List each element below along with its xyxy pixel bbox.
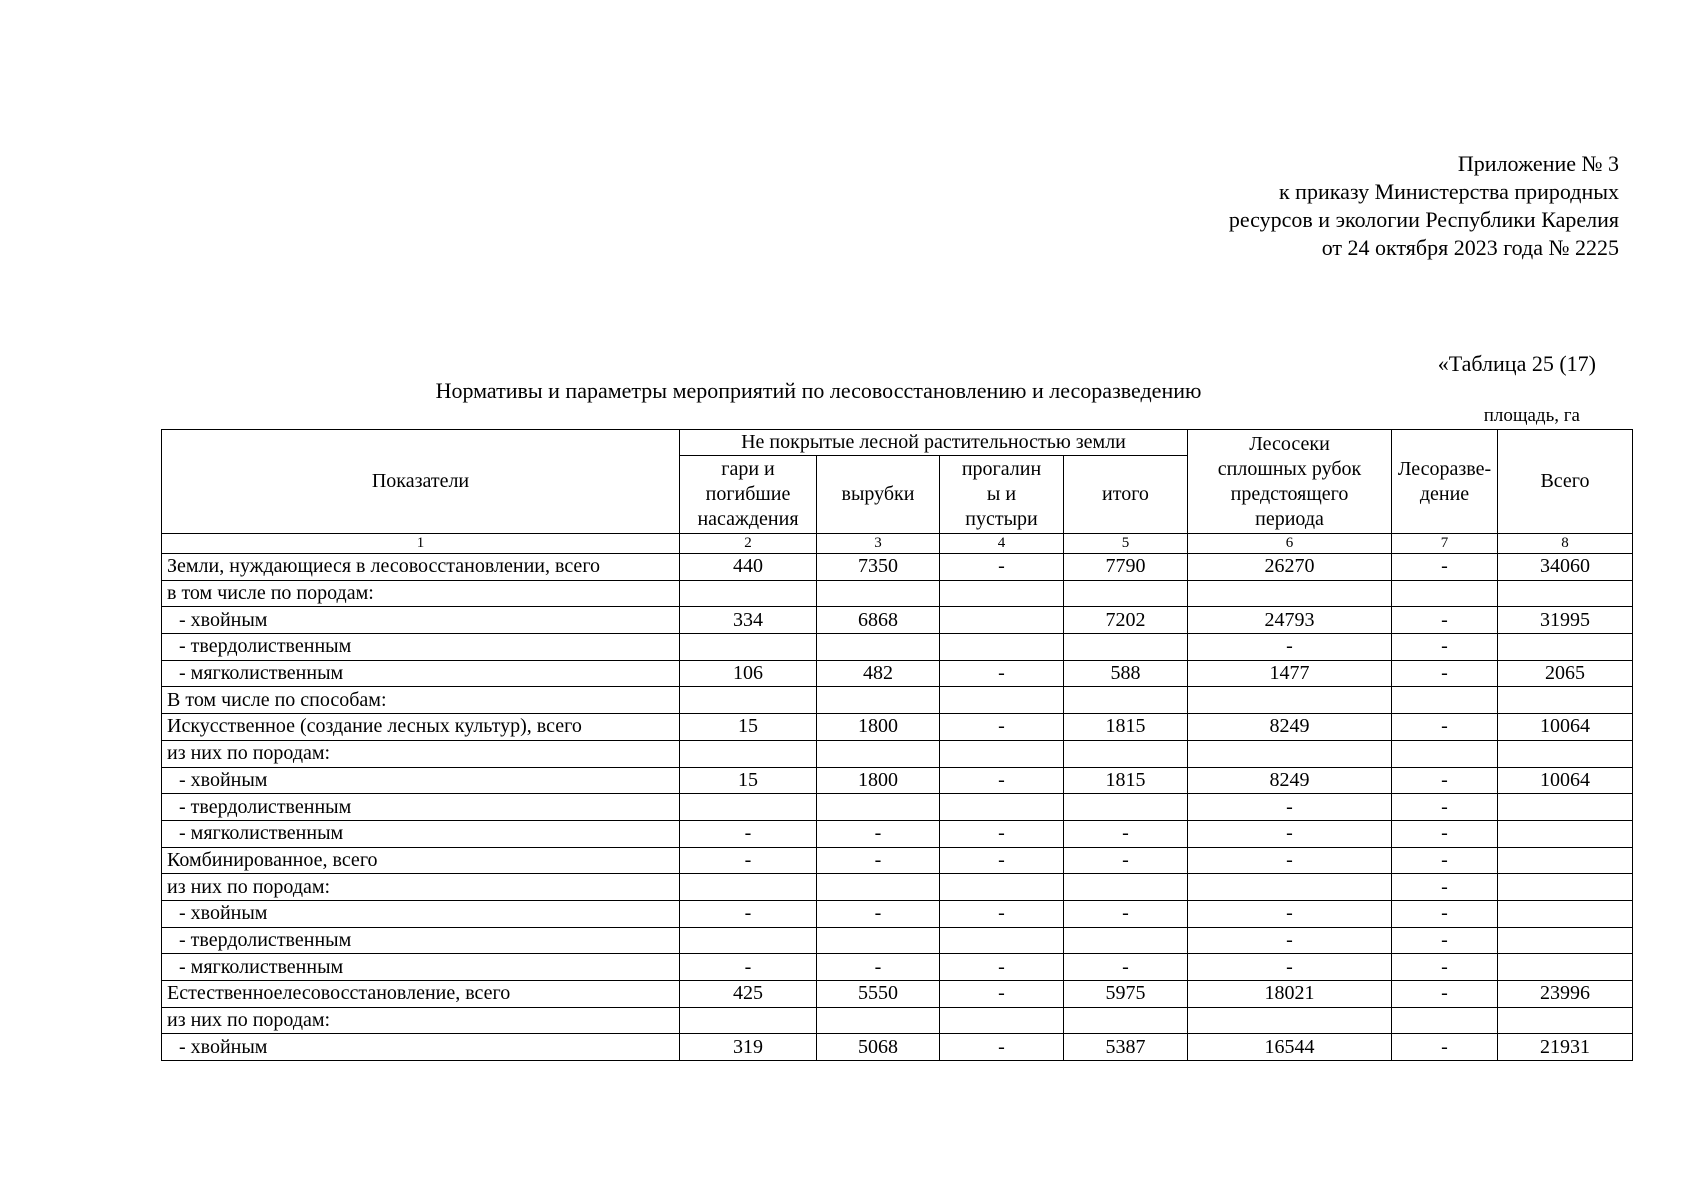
row-value: - (940, 767, 1064, 794)
table-row (162, 954, 1633, 981)
table-row (162, 607, 1633, 634)
row-value (1498, 794, 1633, 821)
row-value: - (680, 900, 817, 927)
row-value: 5975 (1064, 981, 1188, 1008)
row-value: - (1392, 660, 1498, 687)
table-row (162, 927, 1633, 954)
appendix-line: Приложение № 3 (1457, 151, 1619, 176)
row-value: - (940, 1034, 1064, 1061)
row-value: 1815 (1064, 767, 1188, 794)
row-value: 15 (680, 767, 817, 794)
row-label: - хвойным (162, 1034, 680, 1061)
row-value: - (1188, 847, 1392, 874)
header-text-line: пустыри (965, 508, 1038, 530)
row-value: 8249 (1188, 714, 1392, 741)
table-row (162, 660, 1633, 687)
row-value (1064, 634, 1188, 661)
row-value: 425 (680, 981, 817, 1008)
row-value (1498, 580, 1633, 607)
table-row (162, 634, 1633, 661)
row-value: - (1064, 954, 1188, 981)
row-value: - (1188, 794, 1392, 821)
header-text-line: прогалин (961, 458, 1042, 480)
row-label: из них по породам: (162, 740, 680, 767)
appendix-line: к приказу Министерства природных (1278, 179, 1619, 204)
row-value (1064, 794, 1188, 821)
row-value: 1800 (817, 767, 940, 794)
row-value: - (1392, 554, 1498, 581)
row-label: Земли, нуждающиеся в лесовосстановлении, всего (162, 554, 680, 581)
row-value: - (940, 554, 1064, 581)
appendix-line: ресурсов и экологии Республики Карелия (1228, 207, 1619, 232)
row-value (817, 1007, 940, 1034)
row-value (1392, 740, 1498, 767)
header-burned (680, 456, 817, 534)
row-value (1392, 1007, 1498, 1034)
row-value (817, 580, 940, 607)
table-row (162, 687, 1633, 714)
table-row (162, 820, 1633, 847)
table-row (162, 1007, 1633, 1034)
row-value: - (1392, 900, 1498, 927)
row-label: в том числе по породам: (162, 580, 680, 607)
row-value: 5068 (817, 1034, 940, 1061)
row-value: - (1392, 767, 1498, 794)
row-value: 10064 (1498, 714, 1633, 741)
row-value (817, 740, 940, 767)
row-value (680, 634, 817, 661)
row-value: 7350 (817, 554, 940, 581)
header-text-line: насаждения (697, 508, 799, 530)
row-value: 1477 (1188, 660, 1392, 687)
row-value (680, 1007, 817, 1034)
row-value: - (940, 954, 1064, 981)
row-value: - (1392, 847, 1498, 874)
row-value (1498, 1007, 1633, 1034)
row-value: - (940, 820, 1064, 847)
row-value: - (680, 954, 817, 981)
row-value (680, 687, 817, 714)
row-label: - мягколиственным (162, 954, 680, 981)
header-subtotal: итого (1064, 456, 1188, 534)
table-row (162, 1034, 1633, 1061)
row-value: 18021 (1188, 981, 1392, 1008)
row-value (817, 927, 940, 954)
row-value: - (817, 820, 940, 847)
header-afforestation (1392, 430, 1498, 534)
appendix-line: от 24 октября 2023 года № 2225 (1321, 235, 1619, 260)
header-cutting-areas (1188, 430, 1392, 534)
row-value (1498, 820, 1633, 847)
row-value: 26270 (1188, 554, 1392, 581)
column-number: 6 (1188, 534, 1392, 554)
row-value (940, 634, 1064, 661)
row-value (1498, 740, 1633, 767)
row-value (680, 927, 817, 954)
row-value: - (680, 847, 817, 874)
row-value (1188, 687, 1392, 714)
row-value: - (1392, 874, 1498, 901)
header-text-line: предстоящего (1230, 482, 1349, 505)
row-value: - (1188, 954, 1392, 981)
row-label: - мягколиственным (162, 660, 680, 687)
row-value (1064, 580, 1188, 607)
row-value: - (1392, 794, 1498, 821)
table-row (162, 874, 1633, 901)
column-number: 3 (817, 534, 940, 554)
row-value (680, 874, 817, 901)
row-value: 5550 (817, 981, 940, 1008)
row-value: 5387 (1064, 1034, 1188, 1061)
row-value: - (680, 820, 817, 847)
row-value: - (817, 900, 940, 927)
table-row (162, 740, 1633, 767)
row-value: 7202 (1064, 607, 1188, 634)
row-value (817, 874, 940, 901)
appendix-block (1229, 150, 1619, 262)
row-value: 588 (1064, 660, 1188, 687)
row-value: 21931 (1498, 1034, 1633, 1061)
row-value: 8249 (1188, 767, 1392, 794)
row-value: - (1188, 634, 1392, 661)
row-value: - (1392, 607, 1498, 634)
row-value (1498, 954, 1633, 981)
row-value (1498, 927, 1633, 954)
header-glades (940, 456, 1064, 534)
row-label: из них по породам: (162, 1007, 680, 1034)
row-label: Искусственное (создание лесных культур), всего (162, 714, 680, 741)
row-value: - (1392, 927, 1498, 954)
header-text-line: дение (1419, 482, 1470, 505)
table-number: «Таблица 25 (17) (1437, 351, 1596, 376)
document-title: Нормативы и параметры мероприятий по лесовосстановлению и лесоразведению (435, 378, 1202, 403)
row-value: - (940, 981, 1064, 1008)
row-value: 15 (680, 714, 817, 741)
row-label: - хвойным (162, 607, 680, 634)
row-value (940, 874, 1064, 901)
row-value (1064, 1007, 1188, 1034)
row-value (940, 687, 1064, 714)
row-value: - (1392, 981, 1498, 1008)
row-label: - мягколиственным (162, 820, 680, 847)
row-value (817, 634, 940, 661)
row-value (1392, 580, 1498, 607)
row-label: - хвойным (162, 900, 680, 927)
row-value: 334 (680, 607, 817, 634)
column-number: 5 (1064, 534, 1188, 554)
header-text-line: периода (1255, 507, 1324, 530)
row-value (680, 794, 817, 821)
column-number-row (162, 534, 1633, 554)
column-number: 1 (162, 534, 680, 554)
header-text-line: погибшие (705, 483, 791, 505)
row-value: - (1064, 847, 1188, 874)
table-row (162, 900, 1633, 927)
table-row (162, 847, 1633, 874)
row-value: - (1392, 954, 1498, 981)
row-value: 16544 (1188, 1034, 1392, 1061)
column-number: 8 (1498, 534, 1633, 554)
header-text-line: сплошных рубок (1217, 457, 1362, 480)
row-value (1498, 900, 1633, 927)
row-value (1498, 687, 1633, 714)
units-label: площадь, га (1483, 405, 1580, 426)
row-value: - (1392, 714, 1498, 741)
row-value: 106 (680, 660, 817, 687)
row-label: Комбинированное, всего (162, 847, 680, 874)
row-value: - (1064, 820, 1188, 847)
row-value: 24793 (1188, 607, 1392, 634)
row-value: - (817, 954, 940, 981)
header-clearings: вырубки (817, 456, 940, 534)
header-indicator: Показатели (162, 430, 680, 534)
row-value (1064, 874, 1188, 901)
row-value (1064, 687, 1188, 714)
row-value (1188, 580, 1392, 607)
row-value (1188, 1007, 1392, 1034)
row-value: - (940, 847, 1064, 874)
row-value: 31995 (1498, 607, 1633, 634)
table-row (162, 580, 1633, 607)
row-value (1392, 687, 1498, 714)
header-text-line: Лесоразве- (1397, 457, 1492, 480)
row-label: Естественноелесовосстановление, всего (162, 981, 680, 1008)
row-value: 319 (680, 1034, 817, 1061)
row-value: - (940, 900, 1064, 927)
row-value: 440 (680, 554, 817, 581)
row-value (1064, 740, 1188, 767)
row-label: из них по породам: (162, 874, 680, 901)
row-value (940, 740, 1064, 767)
row-value: - (1392, 1034, 1498, 1061)
header-text-line: ы и (986, 483, 1017, 505)
row-label: - твердолиственным (162, 634, 680, 661)
row-value (1188, 740, 1392, 767)
row-value: 6868 (817, 607, 940, 634)
row-value: 7790 (1064, 554, 1188, 581)
table-row (162, 767, 1633, 794)
row-value (680, 580, 817, 607)
row-value: - (940, 714, 1064, 741)
row-value (1064, 927, 1188, 954)
row-label: - хвойным (162, 767, 680, 794)
row-value (940, 927, 1064, 954)
header-text-line: Лесосеки (1249, 432, 1330, 455)
table-row (162, 714, 1633, 741)
row-value: 2065 (1498, 660, 1633, 687)
column-number: 4 (940, 534, 1064, 554)
header-total: Всего (1498, 430, 1633, 534)
row-value: 23996 (1498, 981, 1633, 1008)
row-value (1498, 874, 1633, 901)
row-value (680, 740, 817, 767)
row-value (940, 1007, 1064, 1034)
row-label: В том числе по способам: (162, 687, 680, 714)
row-value (817, 794, 940, 821)
data-table (161, 429, 1633, 1061)
table-row (162, 794, 1633, 821)
row-value (1498, 634, 1633, 661)
column-number: 2 (680, 534, 817, 554)
row-value: - (1188, 820, 1392, 847)
table-body (162, 534, 1633, 1061)
row-value (817, 687, 940, 714)
row-value (940, 607, 1064, 634)
row-value: 10064 (1498, 767, 1633, 794)
row-value (940, 794, 1064, 821)
row-value: 1800 (817, 714, 940, 741)
table-row (162, 981, 1633, 1008)
row-value: - (1064, 900, 1188, 927)
row-value: - (940, 660, 1064, 687)
row-label: - твердолиственным (162, 794, 680, 821)
row-value: 34060 (1498, 554, 1633, 581)
row-value: - (1188, 900, 1392, 927)
table-row (162, 554, 1633, 581)
row-label: - твердолиственным (162, 927, 680, 954)
row-value: - (1392, 634, 1498, 661)
row-value: - (1392, 820, 1498, 847)
header-text-line: гари и (721, 458, 775, 480)
row-value: - (817, 847, 940, 874)
row-value: 1815 (1064, 714, 1188, 741)
row-value (1188, 874, 1392, 901)
row-value: 482 (817, 660, 940, 687)
column-number: 7 (1392, 534, 1498, 554)
row-value (1498, 847, 1633, 874)
header-not-covered-group: Не покрытые лесной растительностью земли (680, 430, 1188, 456)
row-value: - (1188, 927, 1392, 954)
row-value (940, 580, 1064, 607)
